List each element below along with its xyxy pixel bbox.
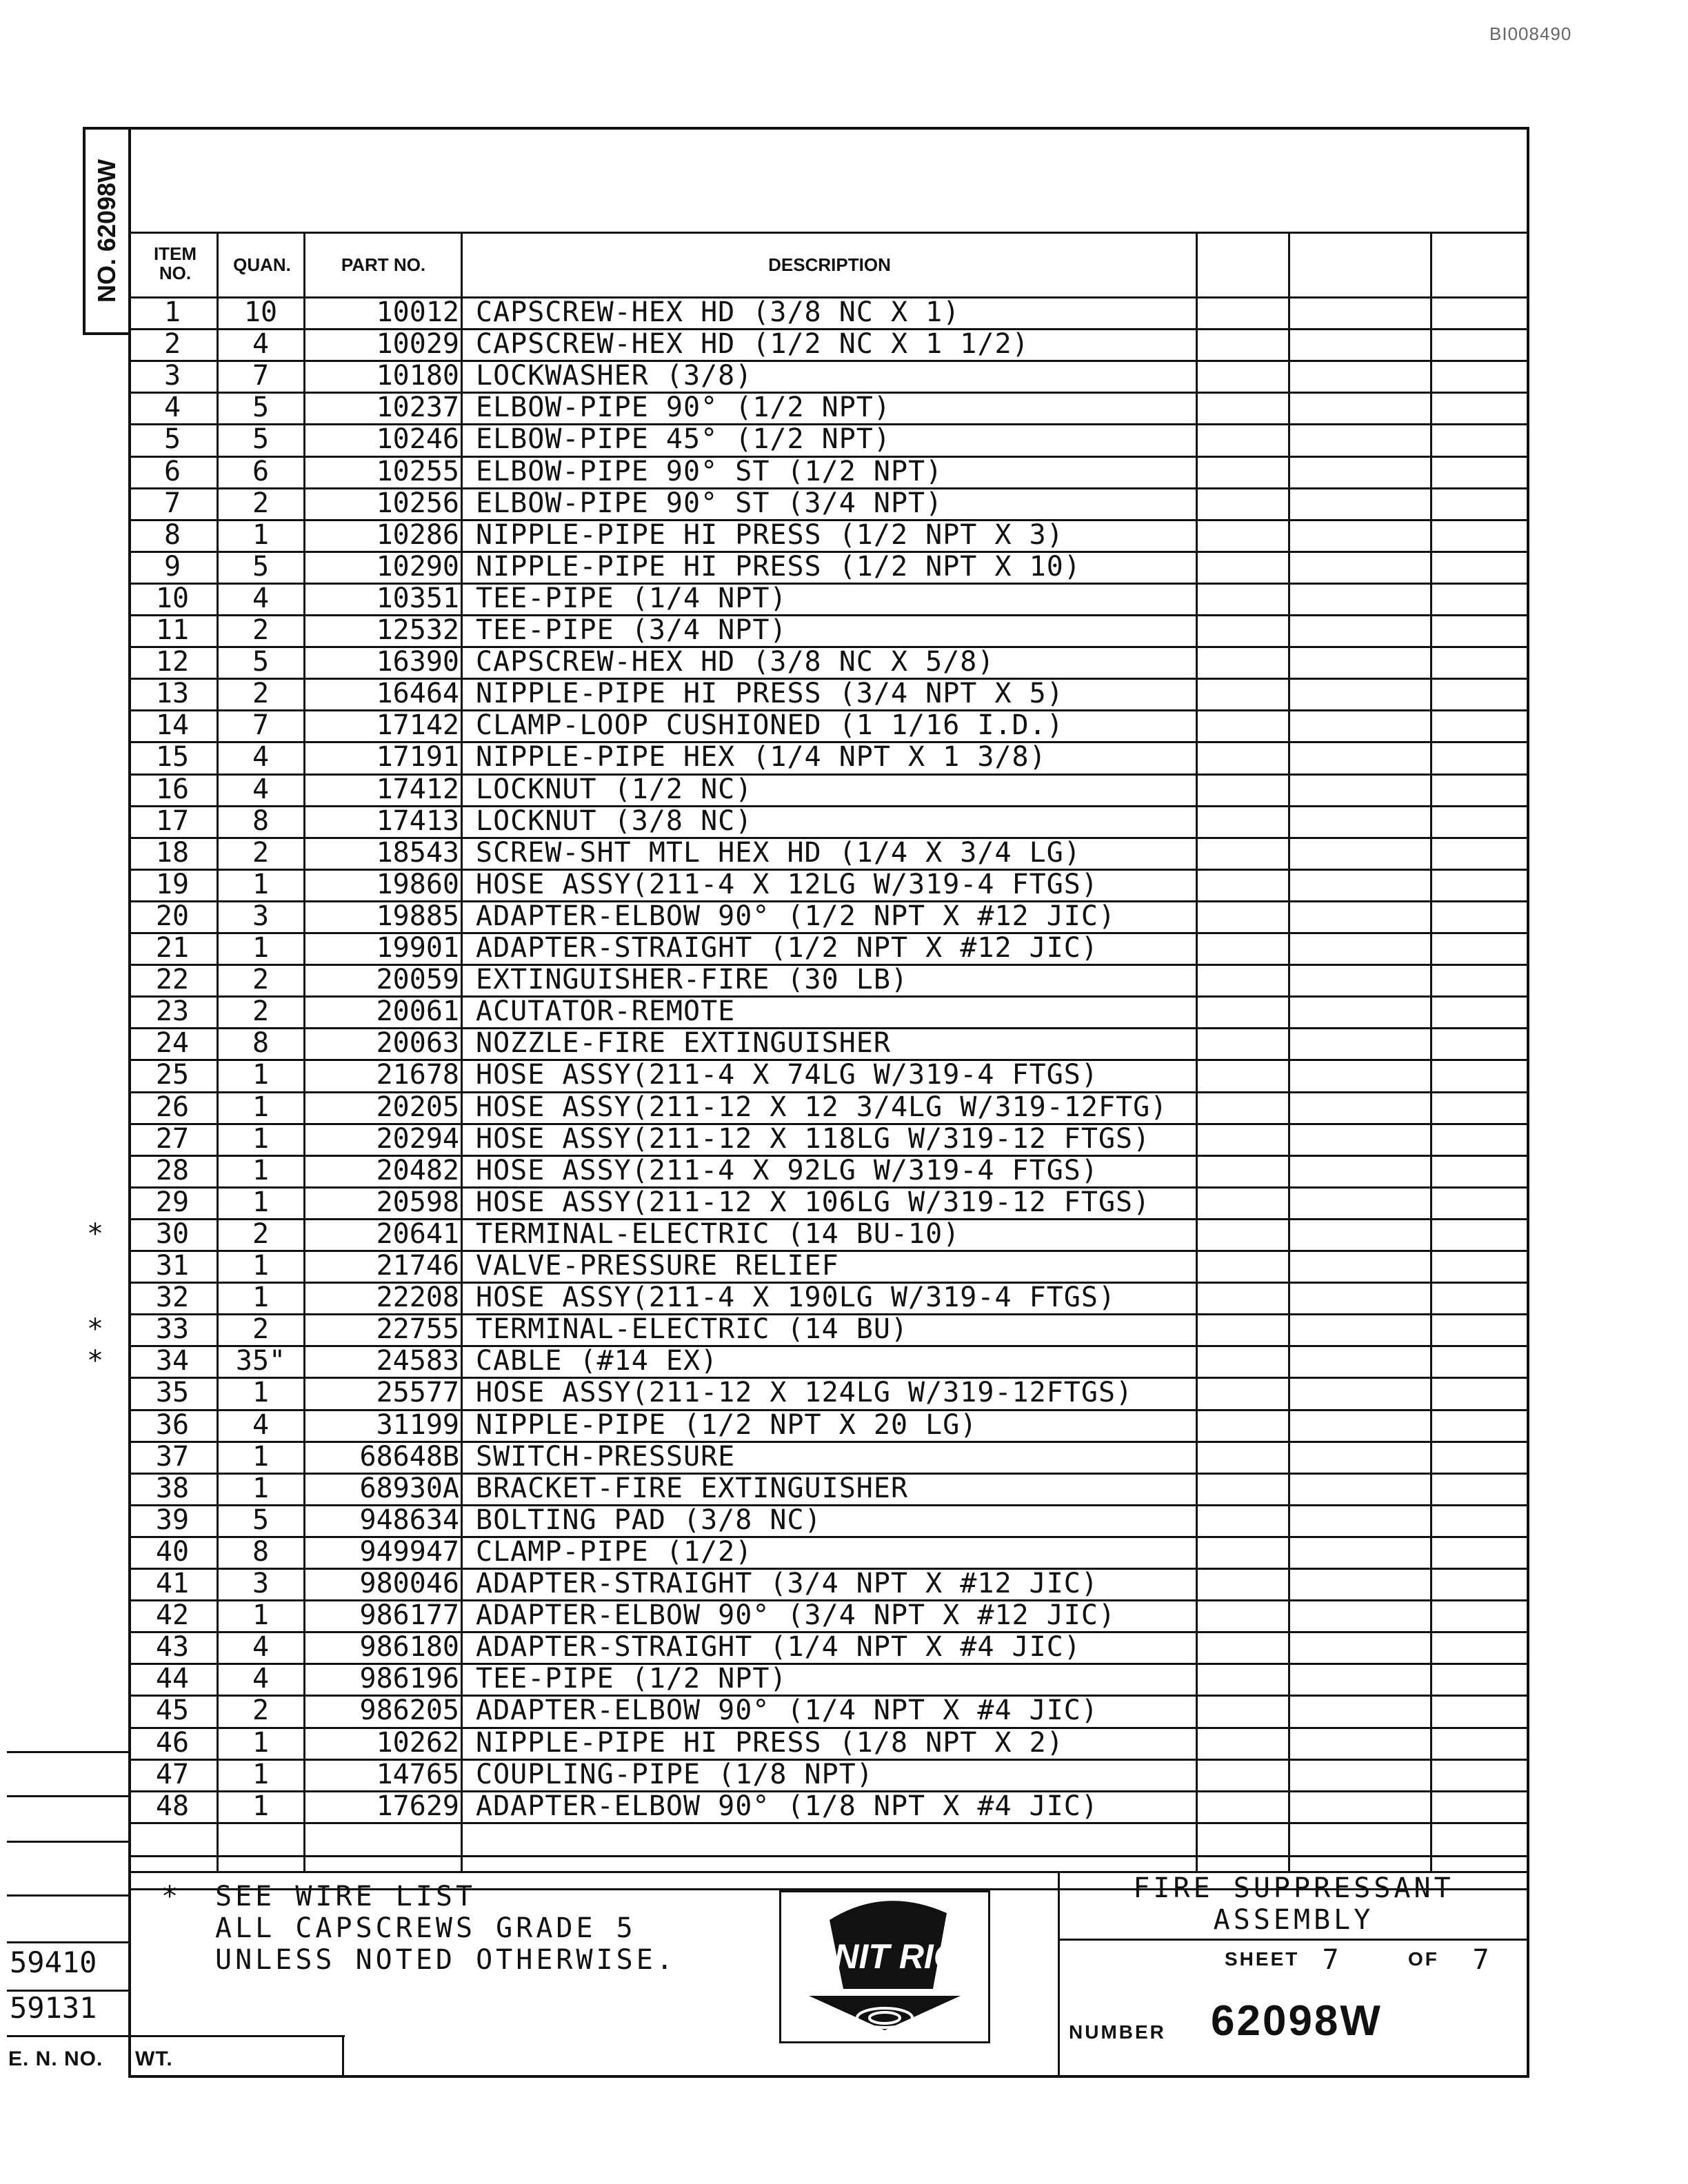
wt-label: WT.: [135, 2048, 173, 2070]
description: ADAPTER-ELBOW 90° (3/4 NPT X #12 JIC): [476, 1599, 1116, 1632]
part-number: 68648B: [359, 1440, 459, 1473]
item-number: 16: [155, 773, 190, 805]
description: ELBOW-PIPE 90° ST (1/2 NPT): [476, 455, 943, 487]
margin-line-2: [7, 1795, 128, 1797]
description: HOSE ASSY(211-4 X 74LG W/319-4 FTGS): [476, 1059, 1098, 1091]
quantity: 10: [243, 296, 278, 328]
part-number: 10262: [376, 1726, 459, 1759]
part-number: 17412: [376, 773, 459, 805]
part-number: 980046: [359, 1568, 459, 1599]
description: NIPPLE-PIPE HI PRESS (1/2 NPT X 3): [476, 518, 1064, 551]
item-number: 41: [155, 1568, 190, 1599]
description: ADAPTER-ELBOW 90° (1/4 NPT X #4 JIC): [476, 1695, 1098, 1727]
part-number: 21678: [376, 1059, 459, 1091]
description: HOSE ASSY(211-4 X 12LG W/319-4 FTGS): [476, 868, 1098, 900]
description: CLAMP-PIPE (1/2): [476, 1535, 753, 1568]
part-number: 10286: [376, 518, 459, 551]
quantity: 7: [252, 360, 270, 392]
item-number: 34: [155, 1345, 190, 1377]
item-number: 33: [155, 1313, 190, 1346]
margin-line-3: [7, 1841, 128, 1843]
item-number: 4: [163, 392, 181, 424]
quantity: 5: [252, 550, 270, 583]
note-line-2: ALL CAPSCREWS GRADE 5: [215, 1912, 636, 1944]
description: ADAPTER-ELBOW 90° (1/2 NPT X #12 JIC): [476, 900, 1116, 932]
description: SCREW-SHT MTL HEX HD (1/4 X 3/4 LG): [476, 836, 1081, 869]
col-line-1: [217, 232, 219, 1871]
quantity: 7: [252, 709, 270, 742]
description: HOSE ASSY(211-12 X 106LG W/319-12 FTGS): [476, 1186, 1151, 1218]
wire-list-marker: *: [86, 1345, 104, 1377]
item-number: 36: [155, 1408, 190, 1441]
header-qty: QUAN.: [233, 254, 291, 275]
part-number: 19885: [376, 900, 459, 932]
description: EXTINGUISHER-FIRE (30 LB): [476, 964, 909, 996]
unit-rig-logo: [779, 1890, 990, 2043]
quantity: 1: [252, 518, 270, 551]
item-number: 29: [155, 1186, 190, 1218]
description: NIPPLE-PIPE HEX (1/4 NPT X 1 3/8): [476, 741, 1047, 774]
description: LOCKNUT (3/8 NC): [476, 805, 753, 837]
part-number: 18543: [376, 836, 459, 869]
description: ADAPTER-STRAIGHT (1/2 NPT X #12 JIC): [476, 932, 1098, 964]
header-top-line: [128, 232, 1529, 234]
description: ADAPTER-ELBOW 90° (1/8 NPT X #4 JIC): [476, 1790, 1098, 1822]
item-number: 45: [155, 1695, 190, 1727]
part-number: 14765: [376, 1758, 459, 1790]
description: VALVE-PRESSURE RELIEF: [476, 1250, 839, 1282]
part-number: 68930A: [359, 1472, 459, 1504]
description: HOSE ASSY(211-4 X 92LG W/319-4 FTGS): [476, 1154, 1098, 1186]
description: CABLE (#14 EX): [476, 1345, 719, 1377]
quantity: 1: [252, 1250, 270, 1282]
part-number: 22208: [376, 1282, 459, 1314]
part-number: 986196: [359, 1663, 459, 1695]
note-line-3: UNLESS NOTED OTHERWISE.: [215, 1944, 676, 1976]
quantity: 2: [252, 1313, 270, 1346]
description: HOSE ASSY(211-12 X 118LG W/319-12 FTGS): [476, 1122, 1151, 1155]
item-number: 5: [163, 423, 181, 456]
item-number: 10: [155, 582, 190, 614]
item-number: 35: [155, 1377, 190, 1409]
col-line-3: [461, 232, 463, 1871]
quantity: 4: [252, 773, 270, 805]
item-number: 28: [155, 1154, 190, 1186]
header-item: ITEM NO.: [153, 243, 197, 283]
item-number: 3: [163, 360, 181, 392]
title-block-line: [1058, 1939, 1529, 1941]
item-number: 15: [155, 741, 190, 774]
item-number: 42: [155, 1599, 190, 1632]
item-number: 12: [155, 646, 190, 678]
part-number: 22755: [376, 1313, 459, 1346]
quantity: 8: [252, 805, 270, 837]
item-number: 25: [155, 1059, 190, 1091]
item-number: 13: [155, 678, 190, 710]
part-number: 986177: [359, 1599, 459, 1632]
part-number: 20205: [376, 1091, 459, 1123]
part-number: 16390: [376, 646, 459, 678]
margin-line-7: [7, 2035, 345, 2037]
description: SWITCH-PRESSURE: [476, 1440, 736, 1473]
col-line-5: [1288, 232, 1290, 1871]
description: CAPSCREW-HEX HD (1/2 NC X 1 1/2): [476, 328, 1029, 361]
part-number: 19860: [376, 868, 459, 900]
sheet-label: SHEET: [1225, 1948, 1300, 1970]
part-number: 21746: [376, 1250, 459, 1282]
description: TEE-PIPE (3/4 NPT): [476, 614, 787, 646]
quantity: 5: [252, 646, 270, 678]
wt-divider: [342, 2035, 344, 2078]
description: BRACKET-FIRE EXTINGUISHER: [476, 1472, 909, 1504]
quantity: 2: [252, 1695, 270, 1727]
part-number: 949947: [359, 1535, 459, 1568]
description: NIPPLE-PIPE HI PRESS (1/2 NPT X 10): [476, 550, 1081, 583]
description: CAPSCREW-HEX HD (3/8 NC X 5/8): [476, 646, 995, 678]
part-number: 17413: [376, 805, 459, 837]
quantity: 3: [252, 900, 270, 932]
part-number: 20063: [376, 1027, 459, 1060]
quantity: 1: [252, 1059, 270, 1091]
wire-list-marker: *: [86, 1313, 104, 1346]
quantity: 1: [252, 932, 270, 964]
item-number: 30: [155, 1217, 190, 1250]
quantity: 4: [252, 1631, 270, 1664]
quantity: 4: [252, 328, 270, 361]
revision-number-2: 59131: [10, 1991, 97, 2025]
description: ACUTATOR-REMOTE: [476, 995, 736, 1028]
item-number: 19: [155, 868, 190, 900]
number-label: NUMBER: [1069, 2021, 1166, 2043]
item-number: 32: [155, 1282, 190, 1314]
description: CAPSCREW-HEX HD (3/8 NC X 1): [476, 296, 961, 328]
quantity: 4: [252, 1408, 270, 1441]
part-number: 10246: [376, 423, 459, 456]
part-number: 10012: [376, 296, 459, 328]
header-desc: DESCRIPTION: [768, 254, 891, 275]
part-number: 10351: [376, 582, 459, 614]
item-number: 11: [155, 614, 190, 646]
description: HOSE ASSY(211-12 X 12 3/4LG W/319-12FTG): [476, 1091, 1168, 1123]
description: CLAMP-LOOP CUSHIONED (1 1/16 I.D.): [476, 709, 1064, 742]
item-number: 8: [163, 518, 181, 551]
item-number: 26: [155, 1091, 190, 1123]
part-number: 10029: [376, 328, 459, 361]
item-number: 27: [155, 1122, 190, 1155]
quantity: 2: [252, 678, 270, 710]
quantity: 1: [252, 1282, 270, 1314]
item-number: 39: [155, 1504, 190, 1536]
part-number: 20059: [376, 964, 459, 996]
description: TERMINAL-ELECTRIC (14 BU-10): [476, 1217, 961, 1250]
part-number: 25577: [376, 1377, 459, 1409]
item-number: 18: [155, 836, 190, 869]
part-number: 20061: [376, 995, 459, 1028]
document-id: BI008490: [1489, 23, 1572, 44]
side-label: NO. 62098W: [92, 159, 121, 303]
description: BOLTING PAD (3/8 NC): [476, 1504, 822, 1536]
item-number: 23: [155, 995, 190, 1028]
margin-line-5: [7, 1941, 128, 1943]
description: LOCKWASHER (3/8): [476, 360, 753, 392]
quantity: 4: [252, 741, 270, 774]
blank-row-line: [128, 1855, 1529, 1857]
quantity: 1: [252, 1122, 270, 1155]
description: TEE-PIPE (1/2 NPT): [476, 1663, 787, 1695]
unit-rig-logo-icon: [781, 1892, 988, 2041]
item-number: 17: [155, 805, 190, 837]
item-number: 2: [163, 328, 181, 361]
part-number: 24583: [376, 1345, 459, 1377]
note-star: *: [161, 1881, 182, 1912]
quantity: 2: [252, 614, 270, 646]
quantity: 35": [235, 1345, 286, 1377]
en-no-label: E. N. NO.: [8, 2048, 103, 2070]
part-number: 17629: [376, 1790, 459, 1822]
item-number: 48: [155, 1790, 190, 1822]
description: ELBOW-PIPE 90° ST (3/4 NPT): [476, 487, 943, 519]
quantity: 1: [252, 1377, 270, 1409]
col-line-6: [1430, 232, 1432, 1871]
part-number: 10255: [376, 455, 459, 487]
item-number: 38: [155, 1472, 190, 1504]
wire-list-marker: *: [86, 1217, 104, 1250]
part-number: 17191: [376, 741, 459, 774]
part-number: 31199: [376, 1408, 459, 1441]
item-number: 21: [155, 932, 190, 964]
note-line-1: SEE WIRE LIST: [215, 1881, 476, 1912]
quantity: 1: [252, 1758, 270, 1790]
item-number: 40: [155, 1535, 190, 1568]
description: ELBOW-PIPE 90° (1/2 NPT): [476, 392, 891, 424]
quantity: 1: [252, 1154, 270, 1186]
quantity: 1: [252, 1472, 270, 1504]
quantity: 1: [252, 1726, 270, 1759]
quantity: 4: [252, 582, 270, 614]
part-number: 20598: [376, 1186, 459, 1218]
quantity: 2: [252, 995, 270, 1028]
description: NOZZLE-FIRE EXTINGUISHER: [476, 1027, 891, 1060]
sheet-number: 7: [1322, 1944, 1343, 1976]
quantity: 2: [252, 1217, 270, 1250]
description: ADAPTER-STRAIGHT (1/4 NPT X #4 JIC): [476, 1631, 1081, 1664]
description: NIPPLE-PIPE HI PRESS (3/4 NPT X 5): [476, 678, 1064, 710]
of-label: OF: [1408, 1948, 1439, 1970]
quantity: 2: [252, 487, 270, 519]
quantity: 2: [252, 836, 270, 869]
part-number: 12532: [376, 614, 459, 646]
part-number: 10180: [376, 360, 459, 392]
part-number: 986180: [359, 1631, 459, 1664]
svg-text:UNIT RIG: UNIT RIG: [809, 1937, 961, 1976]
item-number: 47: [155, 1758, 190, 1790]
item-number: 24: [155, 1027, 190, 1060]
part-number: 10290: [376, 550, 459, 583]
quantity: 1: [252, 1186, 270, 1218]
quantity: 2: [252, 964, 270, 996]
item-number: 9: [163, 550, 181, 583]
revision-number-1: 59410: [10, 1945, 97, 1979]
description: ELBOW-PIPE 45° (1/2 NPT): [476, 423, 891, 456]
col-line-4: [1196, 232, 1198, 1871]
item-number: 44: [155, 1663, 190, 1695]
item-number: 37: [155, 1440, 190, 1473]
part-number: 16464: [376, 678, 459, 710]
quantity: 1: [252, 1440, 270, 1473]
item-number: 43: [155, 1631, 190, 1664]
quantity: 5: [252, 392, 270, 424]
part-number: 948634: [359, 1504, 459, 1536]
part-number: 17142: [376, 709, 459, 742]
quantity: 5: [252, 1504, 270, 1536]
item-number: 31: [155, 1250, 190, 1282]
row-line: [128, 1822, 1529, 1824]
quantity: 6: [252, 455, 270, 487]
margin-line-1: [7, 1751, 128, 1753]
quantity: 1: [252, 1599, 270, 1632]
quantity: 4: [252, 1663, 270, 1695]
quantity: 5: [252, 423, 270, 456]
side-label-box: [83, 127, 128, 335]
item-number: 22: [155, 964, 190, 996]
description: HOSE ASSY(211-12 X 124LG W/319-12FTGS): [476, 1377, 1134, 1409]
quantity: 8: [252, 1027, 270, 1060]
margin-line-4: [7, 1894, 128, 1897]
item-number: 6: [163, 455, 181, 487]
quantity: 1: [252, 1790, 270, 1822]
part-number: 20641: [376, 1217, 459, 1250]
part-number: 986205: [359, 1695, 459, 1727]
quantity: 3: [252, 1568, 270, 1599]
quantity: 8: [252, 1535, 270, 1568]
title-line-1: FIRE SUPPRESSANT: [1133, 1872, 1454, 1904]
item-number: 20: [155, 900, 190, 932]
item-number: 1: [163, 296, 181, 328]
header-part: PART NO.: [341, 254, 426, 275]
item-number: 14: [155, 709, 190, 742]
description: COUPLING-PIPE (1/8 NPT): [476, 1758, 874, 1790]
drawing-number: 62098W: [1211, 1997, 1383, 2045]
item-number: 7: [163, 487, 181, 519]
quantity: 1: [252, 868, 270, 900]
part-number: 10237: [376, 392, 459, 424]
part-number: 19901: [376, 932, 459, 964]
part-number: 20294: [376, 1122, 459, 1155]
description: ADAPTER-STRAIGHT (3/4 NPT X #12 JIC): [476, 1568, 1098, 1599]
description: LOCKNUT (1/2 NC): [476, 773, 753, 805]
description: TEE-PIPE (1/4 NPT): [476, 582, 787, 614]
sheet-total: 7: [1472, 1944, 1493, 1976]
description: NIPPLE-PIPE HI PRESS (1/8 NPT X 2): [476, 1726, 1064, 1759]
part-number: 20482: [376, 1154, 459, 1186]
description: TERMINAL-ELECTRIC (14 BU): [476, 1313, 909, 1346]
description: HOSE ASSY(211-4 X 190LG W/319-4 FTGS): [476, 1282, 1116, 1314]
part-number: 10256: [376, 487, 459, 519]
title-line-2: ASSEMBLY: [1213, 1904, 1374, 1936]
description: NIPPLE-PIPE (1/2 NPT X 20 LG): [476, 1408, 978, 1441]
quantity: 1: [252, 1091, 270, 1123]
item-number: 46: [155, 1726, 190, 1759]
